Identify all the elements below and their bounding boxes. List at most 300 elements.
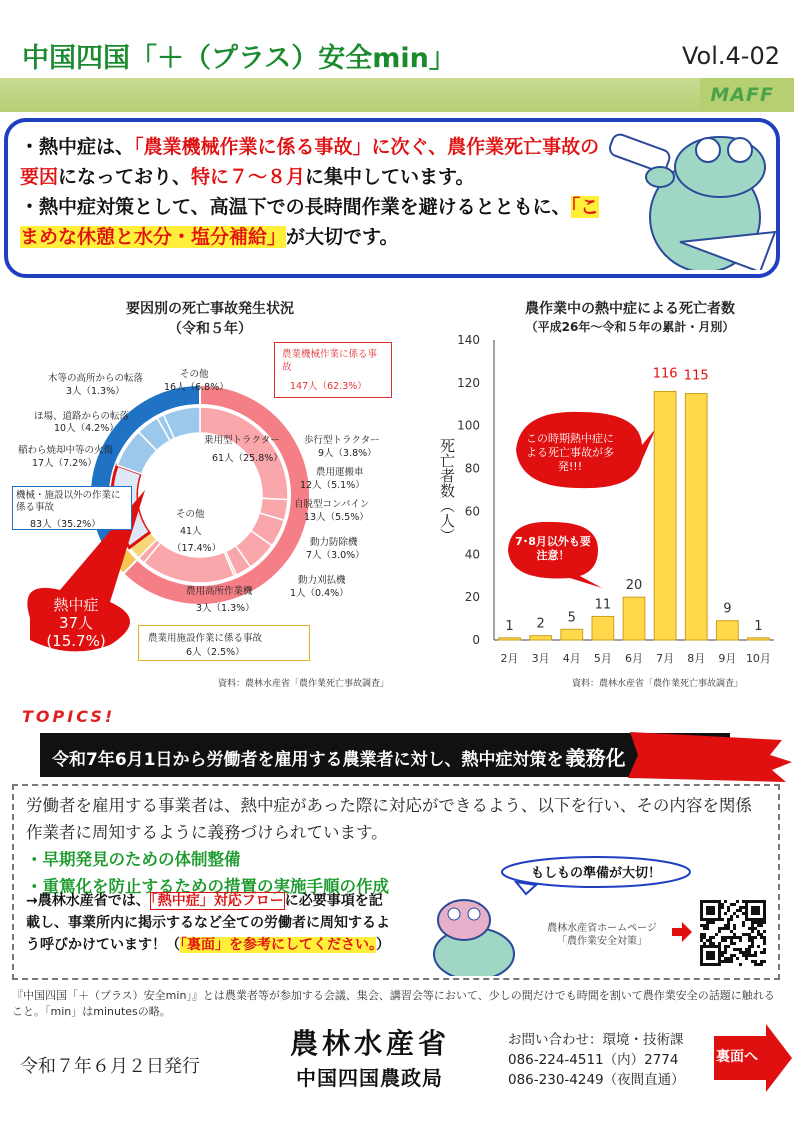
qr-module: [736, 915, 739, 918]
qr-module: [763, 915, 766, 918]
qr-module: [730, 936, 733, 939]
qr-module: [724, 924, 727, 927]
qr-module: [748, 948, 751, 951]
qr-module: [724, 912, 727, 915]
qr-module: [733, 903, 736, 906]
qr-module: [763, 903, 766, 906]
qr-module: [751, 960, 754, 963]
qr-module: [712, 942, 715, 945]
qr-module: [727, 927, 730, 930]
qr-module: [757, 933, 760, 936]
qr-module: [727, 957, 730, 960]
intro-line1-d: 特に７～８月: [191, 166, 306, 188]
qr-module: [754, 963, 757, 966]
label-mower-value: 1人（0.4%）: [290, 588, 349, 599]
qr-module: [715, 900, 718, 903]
hp-line2: 「農作業安全対策」: [557, 936, 647, 947]
qr-module: [706, 912, 709, 915]
label-sprayer: 動力防除機: [310, 537, 358, 548]
qr-module: [700, 957, 703, 960]
label-fall-road: ほ場、道路からの転落: [34, 411, 130, 422]
bar-source: 資料：農林水産省「農作業死亡事故調査」: [572, 679, 744, 689]
qr-module: [715, 945, 718, 948]
qr-module: [751, 906, 754, 909]
qr-module: [748, 933, 751, 936]
qr-module: [709, 954, 712, 957]
qr-module: [709, 939, 712, 942]
qr-module: [763, 918, 766, 921]
bar-value-label-5月: 11: [594, 597, 612, 613]
label-heat-value2: (15.7%): [46, 632, 106, 650]
qr-module: [739, 906, 742, 909]
qr-module: [718, 918, 721, 921]
qr-module: [712, 921, 715, 924]
volume-number: Vol.4-02: [681, 42, 780, 70]
qr-module: [760, 924, 763, 927]
bar-value-label-6月: 20: [625, 578, 643, 594]
label-fall-high: 木等の高所からの転落: [48, 373, 144, 384]
arrow-right-icon: [672, 922, 692, 942]
qr-module: [724, 957, 727, 960]
qr-module: [745, 909, 748, 912]
qr-module: [727, 936, 730, 939]
qr-module: [709, 951, 712, 954]
qr-module: [703, 918, 706, 921]
qr-module: [745, 948, 748, 951]
bar-chart-title: 農作業中の熱中症による死亡者数: [525, 301, 735, 317]
qr-module: [751, 945, 754, 948]
qr-module: [763, 912, 766, 915]
qr-module: [727, 921, 730, 924]
next-page-label[interactable]: 裏面へ: [716, 1049, 758, 1065]
bar-y-tick-label: 100: [457, 418, 480, 433]
qr-module: [742, 954, 745, 957]
intro-line2-a: ・熱中症対策として、高温下での長時間作業を避けるとともに、: [20, 196, 571, 218]
qr-module: [754, 921, 757, 924]
qr-module: [754, 900, 757, 903]
qr-module: [718, 906, 721, 909]
qr-module: [724, 927, 727, 930]
qr-module: [730, 942, 733, 945]
pie-chart-title: 要因別の死亡事故発生状況: [126, 301, 294, 317]
qr-module: [718, 948, 721, 951]
qr-module: [700, 954, 703, 957]
qr-module: [703, 900, 706, 903]
bar-y-tick-label: 140: [457, 333, 480, 347]
qr-module: [721, 918, 724, 921]
qr-module: [751, 912, 754, 915]
qr-module: [742, 924, 745, 927]
qr-module: [700, 948, 703, 951]
qr-module: [730, 918, 733, 921]
qr-module: [751, 924, 754, 927]
qr-module: [733, 924, 736, 927]
speech-bubble-text: もしもの準備が大切！: [530, 866, 661, 881]
qr-module: [715, 918, 718, 921]
bar-y-tick-label: 0: [472, 633, 480, 647]
label-facility-value: 6人（2.5%）: [186, 647, 245, 658]
issue-date: 令和７年６月２日発行: [20, 1056, 200, 1077]
intro-line1-a: ・熱中症は、: [20, 136, 135, 158]
qr-module: [763, 930, 766, 933]
bar-10月: [748, 638, 770, 640]
banner-text-b: 義務化: [565, 746, 626, 770]
qr-module: [706, 906, 709, 909]
page-title: 中国四国「＋（プラス）安全min」: [22, 43, 456, 74]
qr-module: [709, 909, 712, 912]
qr-module: [730, 954, 733, 957]
qr-module: [754, 951, 757, 954]
qr-module: [718, 942, 721, 945]
qr-module: [727, 960, 730, 963]
topics-body-text: 労働者を雇用する事業者は、熱中症があった際に対応ができるよう、以下を行い、その内容を関係作業者に周知するように義務づけられています。: [26, 796, 752, 842]
qr-module: [733, 912, 736, 915]
qr-module: [700, 951, 703, 954]
qr-module: [700, 939, 703, 942]
qr-module: [763, 951, 766, 954]
qr-module: [706, 951, 709, 954]
qr-module: [718, 909, 721, 912]
bar-value-label-4月: 5: [567, 610, 576, 626]
qr-module: [703, 933, 706, 936]
qr-module: [739, 909, 742, 912]
qr-module: [748, 951, 751, 954]
topics-banner-text: [52, 742, 626, 771]
qr-module: [709, 906, 712, 909]
qr-module: [727, 945, 730, 948]
qr-module: [754, 960, 757, 963]
qr-module: [745, 915, 748, 918]
bar-x-tick-label: 6月: [625, 652, 643, 665]
qr-module: [733, 936, 736, 939]
label-sprayer-value: 7人（3.0%）: [306, 550, 365, 561]
qr-module: [712, 900, 715, 903]
qr-module: [703, 927, 706, 930]
label-other-value: 16人（6.8%）: [164, 382, 229, 393]
qr-module: [739, 948, 742, 951]
qr-module: [754, 927, 757, 930]
bar-x-tick-label: 4月: [562, 652, 581, 665]
qr-module: [706, 918, 709, 921]
qr-module: [712, 909, 715, 912]
qr-module: [721, 927, 724, 930]
bar-9月: [716, 621, 738, 640]
frog-worried-illustration: [424, 894, 524, 976]
bar-7月: [654, 391, 676, 640]
qr-module: [748, 936, 751, 939]
qr-module: [763, 921, 766, 924]
qr-module: [700, 936, 703, 939]
qr-module: [754, 909, 757, 912]
qr-module: [760, 921, 763, 924]
qr-module: [736, 936, 739, 939]
hp-label: [532, 922, 672, 948]
qr-module: [721, 906, 724, 909]
qr-module: [700, 918, 703, 921]
qr-module: [700, 915, 703, 918]
qr-module: [736, 948, 739, 951]
qr-module: [760, 936, 763, 939]
qr-module: [742, 900, 745, 903]
qr-module: [742, 933, 745, 936]
qr-module: [754, 912, 757, 915]
qr-module: [760, 960, 763, 963]
contact-line1: お問い合わせ：環境・技術課: [508, 1032, 684, 1048]
qr-module: [736, 957, 739, 960]
label-farm-machine-value: 147人（62.3%）: [290, 381, 367, 392]
qr-module: [706, 957, 709, 960]
topics-bullet2: ・重篤化を防止するための措置の実施手順の作成: [26, 877, 389, 896]
contact-line2: 086-224-4511（内）2774: [508, 1052, 679, 1068]
qr-module: [763, 909, 766, 912]
qr-module: [760, 951, 763, 954]
contact-line3: 086-230-4249（夜間直通）: [508, 1072, 685, 1088]
qr-module: [763, 939, 766, 942]
label-inner-other-value1: 41人: [180, 526, 202, 537]
qr-module: [745, 906, 748, 909]
qr-module: [757, 900, 760, 903]
qr-module: [709, 945, 712, 948]
qr-module: [748, 945, 751, 948]
bar-value-label-8月: 115: [683, 368, 709, 384]
qr-module: [754, 918, 757, 921]
label-high-machine: 農用高所作業機: [186, 586, 253, 597]
qr-module: [727, 909, 730, 912]
label-combine-value: 13人（5.5%）: [304, 512, 369, 523]
qr-module: [706, 927, 709, 930]
heat-callout-text: [36, 596, 116, 650]
qr-module: [739, 951, 742, 954]
qr-module: [712, 912, 715, 915]
qr-module: [709, 963, 712, 966]
qr-module: [739, 963, 742, 966]
qr-module: [721, 939, 724, 942]
qr-module: [712, 954, 715, 957]
bar-4月: [561, 629, 583, 640]
org-bureau: 中国四国農政局: [296, 1066, 443, 1090]
bar-value-label-7月: 116: [652, 366, 678, 382]
qr-module: [730, 915, 733, 918]
qr-module: [730, 960, 733, 963]
qr-module: [745, 951, 748, 954]
qr-module: [745, 918, 748, 921]
qr-module: [727, 918, 730, 921]
qr-module: [745, 957, 748, 960]
label-fall-high-value: 3人（1.3%）: [66, 386, 125, 397]
topics-label: TOPICS!: [22, 707, 116, 726]
label-fall-road-value: 10人（4.2%）: [54, 423, 119, 434]
qr-module: [742, 912, 745, 915]
qr-module: [742, 921, 745, 924]
qr-module: [763, 906, 766, 909]
qr-module: [709, 900, 712, 903]
label-inner-other-value2: （17.4%）: [172, 543, 222, 554]
intro-line2-c: が大切です。: [286, 226, 399, 248]
qr-module: [718, 927, 721, 930]
bar-value-label-3月: 2: [536, 616, 545, 632]
org-ministry: 農林水産省: [290, 1027, 451, 1060]
qr-module: [745, 912, 748, 915]
frog-drinking-illustration: [600, 122, 780, 270]
label-combine: 自脱型コンバイン: [294, 499, 370, 510]
qr-module: [751, 909, 754, 912]
bar-3月: [530, 636, 552, 640]
qr-module: [712, 945, 715, 948]
label-walk-tractor: 歩行型トラクター: [304, 435, 380, 446]
qr-module: [724, 951, 727, 954]
qr-module: [724, 939, 727, 942]
bar-x-tick-label: 9月: [718, 652, 737, 665]
qr-module: [718, 900, 721, 903]
qr-module: [709, 942, 712, 945]
note-e: ）: [376, 937, 390, 953]
bar-x-tick-label: 7月: [656, 652, 675, 665]
note-b: 「熱中症」対応フロー: [150, 893, 284, 909]
label-non-machine: 機械・施設以外の作業に係る事故: [16, 490, 121, 513]
bar-6月: [623, 597, 645, 640]
qr-module: [700, 903, 703, 906]
qr-module: [742, 951, 745, 954]
qr-module: [718, 930, 721, 933]
intro-line1-b: 「農業機械作業に係る事故」に次ぐ、農作業死亡事故の要因: [20, 136, 600, 188]
bar-chart: [430, 330, 794, 680]
label-farm-machine: 農業機械作業に係る事故: [282, 349, 378, 373]
qr-module: [754, 936, 757, 939]
qr-module: [700, 924, 703, 927]
qr-module: [733, 927, 736, 930]
qr-module: [748, 918, 751, 921]
qr-module: [760, 933, 763, 936]
qr-module: [715, 963, 718, 966]
qr-module: [757, 912, 760, 915]
label-walk-tractor-value: 9人（3.8%）: [318, 448, 377, 459]
qr-module: [751, 900, 754, 903]
qr-module: [724, 936, 727, 939]
qr-module: [721, 903, 724, 906]
qr-module: [730, 903, 733, 906]
qr-module: [712, 918, 715, 921]
qr-module: [757, 921, 760, 924]
footnote: 『中国四国「＋（プラス）安全min」』とは農業者等が参加する会議、集会、講習会等において、少しの間だけでも時間を割いて農作業安全の話題に触れること。「min」はminutesの略。: [12, 989, 775, 1018]
qr-module: [751, 954, 754, 957]
qr-module: [712, 957, 715, 960]
qr-module: [751, 930, 754, 933]
qr-module: [736, 900, 739, 903]
label-transport: 農用運搬車: [316, 467, 364, 478]
qr-module: [742, 906, 745, 909]
qr-module: [754, 906, 757, 909]
qr-module: [712, 906, 715, 909]
label-tractor: 乗用型トラクター: [204, 435, 280, 446]
qr-module: [730, 957, 733, 960]
bar-y-tick-label: 40: [464, 547, 480, 562]
qr-module: [709, 936, 712, 939]
qr-module: [703, 942, 706, 945]
bar-y-tick-label: 20: [464, 590, 480, 605]
qr-module: [718, 954, 721, 957]
qr-module: [751, 936, 754, 939]
bar-value-label-9月: 9: [723, 601, 732, 617]
qr-module: [703, 924, 706, 927]
qr-code[interactable]: [700, 900, 766, 966]
qr-module: [736, 909, 739, 912]
qr-module: [706, 909, 709, 912]
qr-module: [706, 900, 709, 903]
qr-module: [727, 924, 730, 927]
qr-module: [757, 945, 760, 948]
qr-module: [718, 912, 721, 915]
qr-module: [700, 963, 703, 966]
label-fire-value: 17人（7.2%）: [32, 458, 97, 469]
qr-module: [718, 915, 721, 918]
label-non-machine-value: 83人（35.2%）: [30, 519, 101, 530]
qr-module: [739, 939, 742, 942]
qr-module: [763, 960, 766, 963]
note-c: に必要事項を記載し、事業所内に掲示するなど全ての労働者に周知するよう呼びかけています！（: [26, 893, 390, 953]
qr-module: [703, 936, 706, 939]
bar-x-tick-label: 10月: [745, 652, 771, 665]
qr-module: [700, 960, 703, 963]
qr-module: [715, 933, 718, 936]
qr-module: [700, 906, 703, 909]
bar-y-tick-label: 80: [464, 461, 480, 476]
bar-value-label-2月: 1: [505, 618, 514, 634]
qr-module: [751, 942, 754, 945]
bar-y-axis-label: 死亡者数（人）: [438, 438, 456, 543]
qr-module: [706, 939, 709, 942]
qr-module: [751, 921, 754, 924]
qr-module: [718, 951, 721, 954]
bar-2月: [499, 638, 521, 640]
qr-module: [700, 912, 703, 915]
qr-module: [709, 912, 712, 915]
qr-module: [763, 942, 766, 945]
qr-module: [745, 900, 748, 903]
qr-module: [700, 900, 703, 903]
qr-module: [709, 921, 712, 924]
qr-module: [709, 918, 712, 921]
qr-module: [748, 954, 751, 957]
bar-5月: [592, 616, 614, 640]
bar-8月: [685, 394, 707, 640]
qr-module: [763, 948, 766, 951]
label-mower: 動力刈払機: [298, 575, 346, 586]
qr-module: [727, 906, 730, 909]
note-a: →農林水産省では、: [26, 893, 150, 909]
qr-module: [763, 900, 766, 903]
mandatory-burst: [622, 726, 794, 784]
bar-x-tick-label: 5月: [593, 652, 612, 665]
qr-module: [724, 900, 727, 903]
qr-module: [721, 960, 724, 963]
qr-module: [718, 903, 721, 906]
qr-module: [712, 963, 715, 966]
qr-module: [730, 939, 733, 942]
qr-module: [706, 924, 709, 927]
label-heat: 熱中症: [53, 596, 99, 614]
bar-y-tick-label: 120: [457, 375, 480, 390]
qr-module: [724, 945, 727, 948]
qr-module: [718, 957, 721, 960]
qr-module: [706, 963, 709, 966]
qr-module: [757, 918, 760, 921]
qr-module: [709, 957, 712, 960]
bar-x-tick-label: 3月: [531, 652, 550, 665]
qr-module: [745, 954, 748, 957]
qr-module: [733, 942, 736, 945]
qr-module: [730, 930, 733, 933]
qr-module: [721, 936, 724, 939]
